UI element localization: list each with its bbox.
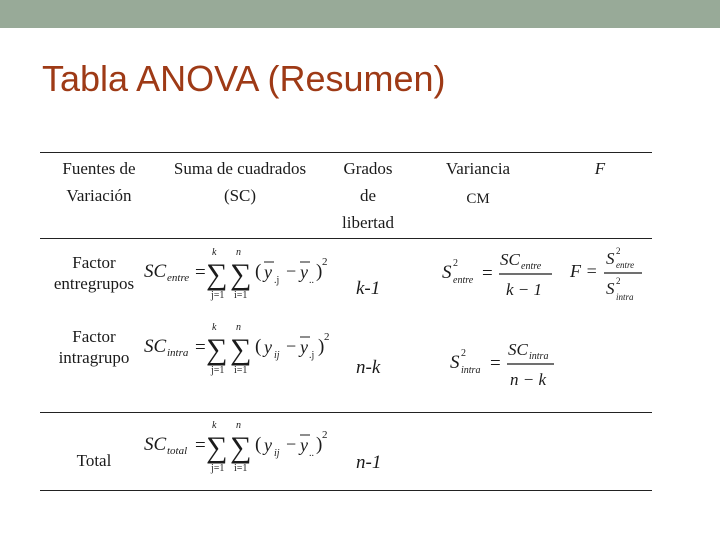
header-fuentes-line2: Variación — [66, 186, 132, 205]
s-symbol: S — [442, 262, 452, 283]
f-lhs: F = — [570, 261, 598, 281]
header-grados-line2: de — [359, 186, 377, 205]
df-entre: k-1 — [356, 278, 381, 299]
subscript-ij: ij — [274, 350, 280, 361]
sc-symbol: SC — [144, 434, 167, 455]
cm-entre-formula — [442, 246, 562, 306]
df-total: n-1 — [356, 452, 382, 473]
subscript-dotdot: .. — [309, 275, 314, 286]
sigma-icon: ∑ — [206, 258, 228, 291]
f-numerator-subscript: entre — [616, 260, 635, 270]
sigma-icon: ∑ — [230, 258, 252, 291]
row-label-total: Total — [76, 451, 112, 470]
sum-lower-i: i=1 — [234, 365, 248, 376]
s-exponent: 2 — [461, 348, 466, 359]
sum-upper-n: n — [236, 420, 241, 431]
header-grados-line3: libertad — [342, 213, 394, 232]
subscript-dot-j: .j — [309, 350, 315, 361]
minus-sign: − — [286, 261, 297, 281]
sum-lower-j: j=1 — [211, 290, 225, 301]
minus-sign: − — [286, 336, 297, 356]
table-header-rule — [40, 238, 652, 239]
row-label-intra-line1: Factor — [72, 327, 116, 346]
row-label-entre-line2: entregrupos — [53, 274, 135, 293]
minus-sign: − — [286, 434, 297, 454]
df-intra: n-k — [356, 357, 381, 378]
f-numerator-s: S — [606, 249, 615, 268]
s-symbol: S — [450, 352, 460, 373]
sum-upper-k: k — [212, 247, 217, 258]
equals-sign: = — [482, 263, 493, 284]
f-denominator-subscript: intra — [616, 292, 634, 302]
sc-subscript: intra — [167, 347, 189, 359]
ybar-j: y — [264, 262, 272, 282]
sc-entre-formula — [144, 245, 344, 305]
sum-lower-j: j=1 — [211, 365, 225, 376]
exponent-2: 2 — [322, 429, 328, 441]
exponent-2: 2 — [322, 256, 328, 268]
sc-symbol: SC — [144, 261, 167, 282]
top-accent-bar — [0, 0, 720, 28]
f-denominator-s: S — [606, 279, 615, 298]
header-fuentes — [44, 155, 154, 209]
numerator-subscript: entre — [521, 261, 542, 272]
header-varianza: Variancia — [445, 159, 511, 178]
open-paren: ( — [255, 336, 262, 357]
sc-intra-formula — [144, 320, 344, 380]
s-subscript: entre — [453, 275, 474, 286]
sigma-icon: ∑ — [230, 431, 252, 464]
subscript-dot-j: .j — [274, 275, 280, 286]
numerator-subscript: intra — [529, 351, 549, 362]
f-numerator-exp: 2 — [616, 246, 621, 256]
sc-symbol: SC — [144, 336, 167, 357]
ybar-j: y — [300, 337, 308, 357]
sum-lower-j: j=1 — [211, 463, 225, 474]
open-paren: ( — [255, 261, 262, 282]
table-bottom-rule — [40, 490, 652, 491]
row-label-intra-line2: intragrupo — [58, 348, 130, 367]
numerator-sc: SC — [508, 340, 528, 359]
sc-subscript: total — [167, 445, 188, 457]
header-grados-line1: Grados — [343, 159, 393, 178]
header-suma-line2: (SC) — [223, 186, 257, 205]
open-paren: ( — [255, 434, 262, 455]
sum-upper-n: n — [236, 247, 241, 258]
f-denominator-exp: 2 — [616, 276, 621, 286]
numerator-sc: SC — [500, 250, 520, 269]
sigma-icon: ∑ — [206, 333, 228, 366]
sum-upper-k: k — [212, 322, 217, 333]
sigma-icon: ∑ — [230, 333, 252, 366]
subscript-ij: ij — [274, 448, 280, 459]
row-label-entre-line1: Factor — [72, 253, 116, 272]
sum-upper-k: k — [212, 420, 217, 431]
slide-title: Tabla ANOVA (Resumen) — [42, 58, 446, 99]
exponent-2: 2 — [324, 331, 330, 343]
denominator: n − k — [510, 370, 547, 389]
s-subscript: intra — [461, 365, 481, 376]
sum-upper-n: n — [236, 322, 241, 333]
close-paren: ) — [316, 261, 323, 282]
sum-lower-i: i=1 — [234, 290, 248, 301]
row-label-intra — [44, 326, 144, 368]
subscript-dotdot: .. — [309, 448, 314, 459]
header-cm: CM — [466, 191, 490, 207]
sc-total-formula — [144, 418, 344, 478]
header-suma-line1: Suma de cuadrados — [173, 159, 307, 178]
denominator: k − 1 — [506, 280, 543, 299]
cm-intra-formula — [450, 336, 570, 396]
close-paren: ) — [316, 434, 323, 455]
table-top-rule — [40, 152, 652, 153]
sigma-icon: ∑ — [206, 431, 228, 464]
header-f: F — [594, 159, 606, 178]
header-grados — [325, 155, 411, 236]
header-fuentes-line1: Fuentes de — [62, 159, 136, 178]
s-exponent: 2 — [453, 258, 458, 269]
header-suma — [160, 155, 320, 209]
equals-sign: = — [195, 262, 206, 283]
y-ij: y — [264, 435, 272, 455]
y-ij: y — [264, 337, 272, 357]
equals-sign: = — [490, 353, 501, 374]
sum-lower-i: i=1 — [234, 463, 248, 474]
ybar-grand: y — [300, 262, 308, 282]
equals-sign: = — [195, 337, 206, 358]
ybar-grand: y — [300, 435, 308, 455]
sc-subscript: entre — [167, 272, 190, 284]
f-statistic-formula — [570, 242, 648, 306]
row-label-entre — [44, 252, 144, 294]
table-total-rule — [40, 412, 652, 413]
close-paren: ) — [318, 336, 325, 357]
equals-sign: = — [195, 435, 206, 456]
